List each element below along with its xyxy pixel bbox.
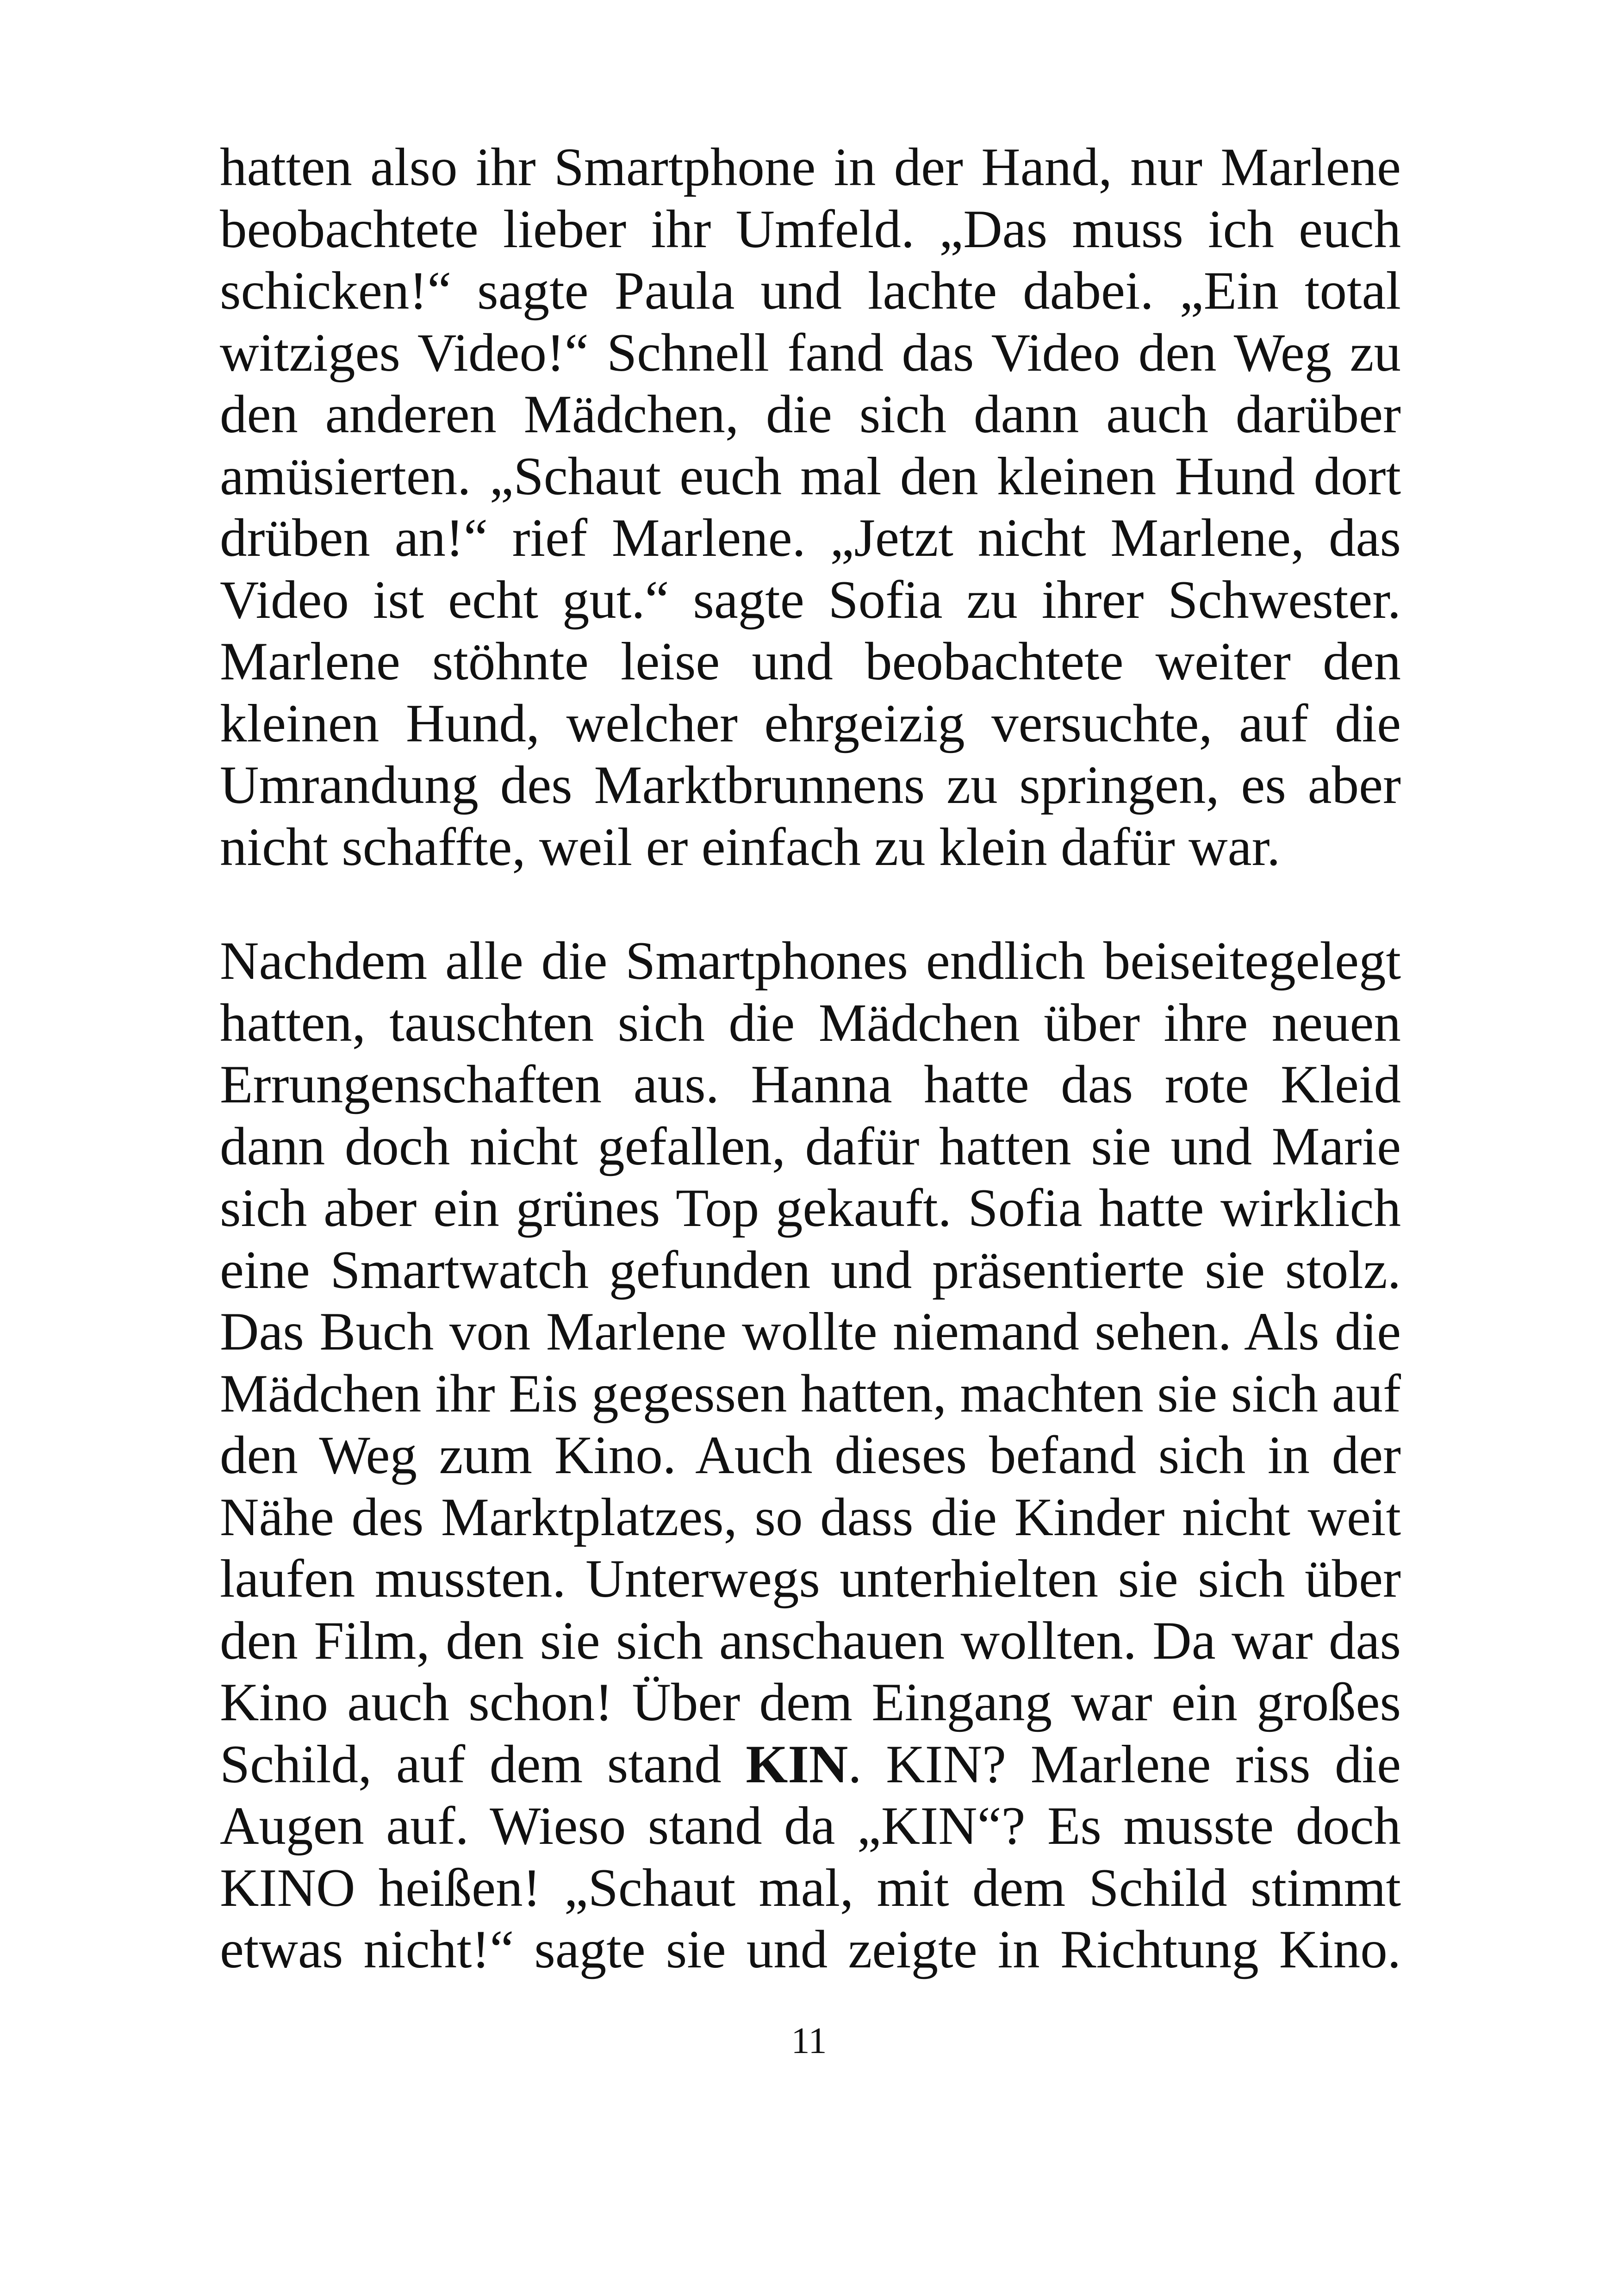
text-line: Das Buch von Marlene wollte niemand sehen. Als die bbox=[220, 1302, 1401, 1362]
text-line: etwas nicht!“ sagte sie und zeigte in Richtung Kino. bbox=[220, 1920, 1401, 1979]
text-line: den anderen Mädchen, die sich dann auch darüber bbox=[220, 385, 1401, 444]
text-line: Errungenschaften aus. Hanna hatte das rote Kleid bbox=[220, 1055, 1401, 1114]
text-line: Umrandung des Marktbrunnens zu springen, es aber bbox=[220, 755, 1401, 815]
text-line: Marlene stöhnte leise und beobachtete weiter den bbox=[220, 632, 1401, 691]
text-line: hatten, tauschten sich die Mädchen über ihre neuen bbox=[220, 993, 1401, 1053]
text-line: nicht schaffte, weil er einfach zu klein dafür war. bbox=[220, 817, 1281, 877]
text-line: drüben an!“ rief Marlene. „Jetzt nicht Marlene, das bbox=[220, 508, 1401, 568]
text-line: Kino auch schon! Über dem Eingang war ein großes bbox=[220, 1673, 1401, 1732]
bold-sign-text: KIN bbox=[746, 1734, 848, 1794]
text-line: Nachdem alle die Smartphones endlich beiseitegelegt bbox=[220, 931, 1401, 991]
body-text bbox=[220, 137, 1401, 1981]
text-line: hatten also ihr Smartphone in der Hand, nur Marlene bbox=[220, 137, 1401, 197]
text-line: Augen auf. Wieso stand da „KIN“? Es musste doch bbox=[220, 1796, 1401, 1856]
paragraph-1 bbox=[220, 137, 1401, 878]
text-line: beobachtete lieber ihr Umfeld. „Das muss ich euch bbox=[220, 199, 1401, 259]
text-line: KINO heißen! „Schaut mal, mit dem Schild stimmt bbox=[220, 1858, 1401, 1918]
text-line: amüsierten. „Schaut euch mal den kleinen Hund dort bbox=[220, 446, 1401, 506]
text-line: schicken!“ sagte Paula und lachte dabei. „Ein total bbox=[220, 261, 1401, 321]
text-line: kleinen Hund, welcher ehrgeizig versuchte, auf die bbox=[220, 693, 1401, 753]
text-line: dann doch nicht gefallen, dafür hatten sie und Marie bbox=[220, 1116, 1401, 1176]
text-line: Video ist echt gut.“ sagte Sofia zu ihrer Schwester. bbox=[220, 570, 1401, 630]
text-line: witziges Video!“ Schnell fand das Video den Weg zu bbox=[220, 323, 1401, 383]
text-segment: Schild, auf dem stand bbox=[220, 1734, 746, 1794]
text-segment: . KIN? Marlene riss die bbox=[848, 1734, 1401, 1794]
paragraph-2 bbox=[220, 930, 1401, 1981]
page-number: 11 bbox=[791, 2021, 827, 2061]
text-line: laufen mussten. Unterwegs unterhielten sie sich über bbox=[220, 1549, 1401, 1609]
text-line: Nähe des Marktplatzes, so dass die Kinder nicht weit bbox=[220, 1487, 1401, 1547]
text-line: den Film, den sie sich anschauen wollten. Da war das bbox=[220, 1611, 1401, 1671]
text-line: eine Smartwatch gefunden und präsentierte sie stolz. bbox=[220, 1240, 1401, 1300]
text-line: Mädchen ihr Eis gegessen hatten, machten sie sich auf bbox=[220, 1363, 1401, 1424]
text-line: den Weg zum Kino. Auch dieses befand sich in der bbox=[220, 1425, 1401, 1485]
text-line: sich aber ein grünes Top gekauft. Sofia hatte wirklich bbox=[220, 1178, 1401, 1238]
text-line-with-bold bbox=[220, 1734, 1401, 1796]
